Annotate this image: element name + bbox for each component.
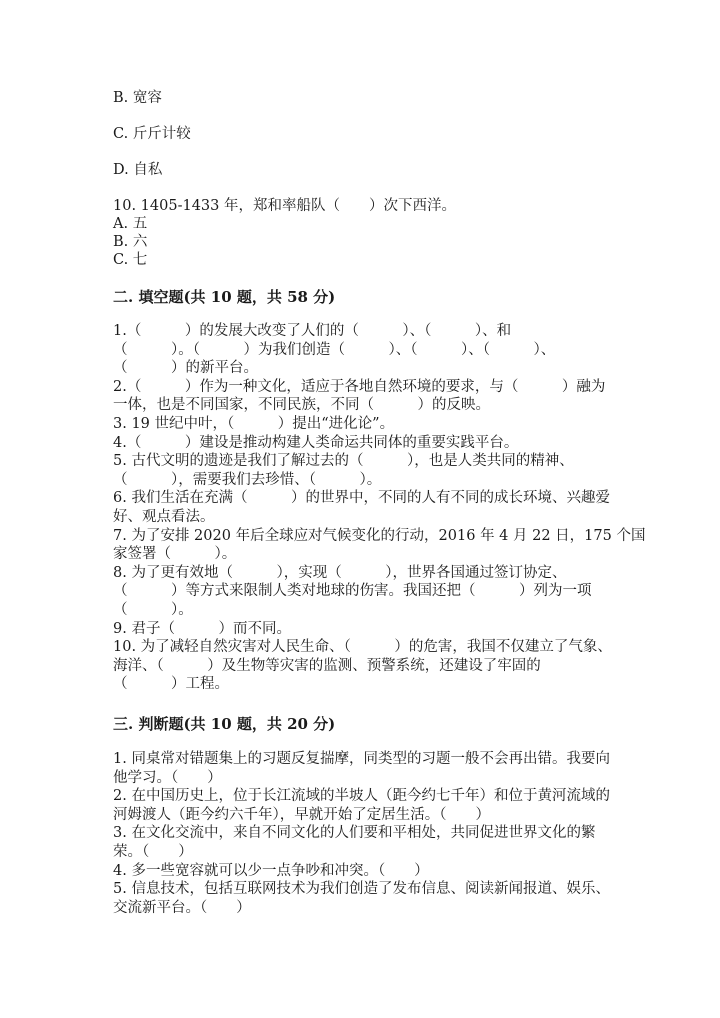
fill-blank-line: （ ）。	[113, 602, 193, 618]
judgement-line: 他学习。（ ）	[113, 769, 222, 786]
judgement-line: 荣。（ ）	[113, 844, 193, 860]
fill-blank-line: 好、观点看法。	[113, 509, 215, 525]
fill-blank-line: （ ）。（ ）为我们创造（ ）、（ ）、（ ）、	[113, 341, 556, 358]
judgement-line: 2. 在中国历史上，位于长江流域的半坡人（距今约七千年）和位于黄河流域的	[113, 788, 610, 805]
judgement-line: 5. 信息技术，包括互联网技术为我们创造了发布信息、阅读新闻报道、娱乐、	[113, 881, 610, 898]
fill-blank-line: （ ）等方式来限制人类对地球的伤害。我国还把（ ）列为一项	[113, 583, 592, 600]
q10-stem: 10. 1405-1433 年，郑和率船队（ ）次下西洋。	[113, 198, 456, 214]
fill-blank-line: 8. 为了更有效地（ ），实现（ ），世界各国通过签订协定、	[113, 564, 567, 581]
fill-blank-line: 4.（ ）建设是推动构建人类命运共同体的重要实践平台。	[113, 434, 519, 451]
q10-option-c: C. 七	[113, 252, 148, 268]
fill-blank-line: 5. 古代文明的遗迹是我们了解过去的（ ），也是人类共同的精神、	[113, 453, 574, 470]
fill-blank-line: （ ），需要我们去珍惜、（ ）。	[113, 471, 382, 488]
q9-option-b: B. 宽容	[113, 90, 162, 106]
fill-blank-line: 家签署（ ）。	[113, 546, 237, 563]
section2-title: 二. 填空题(共 10 题，共 58 分)	[113, 288, 336, 306]
judgement-line: 河姆渡人（距今约六千年），早就开始了定居生活。（ ）	[113, 806, 490, 823]
fill-blank-line: 10. 为了减轻自然灾害对人民生命、（ ）的危害，我国不仅建立了气象、	[113, 639, 612, 656]
q9-option-c: C. 斤斤计较	[113, 126, 191, 142]
fill-blank-line: 3. 19 世纪中叶，（ ）提出“进化论”。	[113, 416, 395, 432]
fill-blank-line: 一体，也是不同国家，不同民族，不同（ ）的反映。	[113, 397, 490, 414]
fill-blank-line: 2.（ ）作为一种文化，适应于各地自然环境的要求，与（ ）融为	[113, 378, 606, 395]
q10-option-b: B. 六	[113, 234, 148, 250]
fill-blank-line: （ ）工程。	[113, 676, 229, 693]
judgement-line: 交流新平台。（ ）	[113, 899, 251, 916]
q10-option-a: A. 五	[113, 216, 148, 232]
section3-title: 三. 判断题(共 10 题，共 20 分)	[113, 715, 336, 733]
fill-blank-line: 9. 君子（ ）而不同。	[113, 620, 291, 637]
fill-blank-line: 1.（ ）的发展大改变了人们的（ ）、（ ）、和	[113, 323, 512, 339]
judgement-line: 3. 在文化交流中，来自不同文化的人们要和平相处，共同促进世界文化的繁	[113, 825, 596, 842]
judgement-line: 1. 同桌常对错题集上的习题反复揣摩，同类型的习题一般不会再出错。我要向	[113, 751, 610, 767]
fill-blank-line: （ ）的新平台。	[113, 360, 258, 377]
fill-blank-line: 海洋、（ ）及生物等灾害的监测、预警系统，还建设了牢固的	[113, 657, 541, 674]
fill-blank-line: 7. 为了安排 2020 年后全球应对气候变化的行动，2016 年 4 月 22 日，175 个国	[113, 527, 646, 544]
judgement-line: 4. 多一些宽容就可以少一点争吵和冲突。（ ）	[113, 862, 429, 879]
q9-option-d: D. 自私	[113, 162, 163, 178]
fill-blank-line: 6. 我们生活在充满（ ）的世界中，不同的人有不同的成长环境、兴趣爱	[113, 490, 610, 507]
